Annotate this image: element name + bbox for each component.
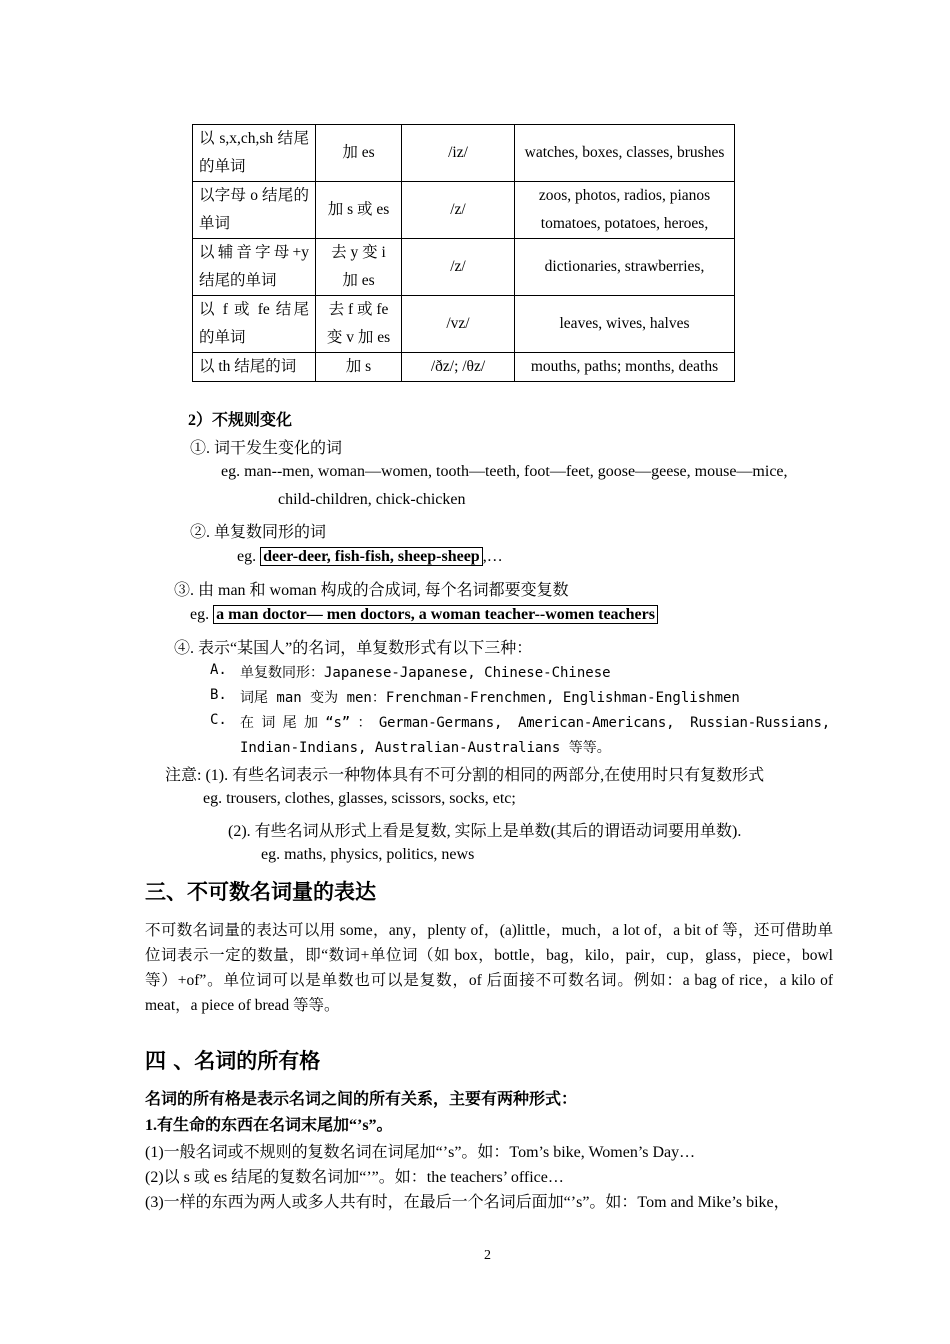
section-4-intro: 名词的所有格是表示名词之间的所有关系，主要有两种形式： — [145, 1091, 578, 1108]
table-cell-rule: 加 s — [316, 353, 402, 382]
item4-b-text: 词尾 man 变为 men：Frenchman-Frenchmen, Englishman-Englishmen — [240, 690, 740, 706]
eg-label: eg. — [237, 548, 257, 565]
table-cell-examples: mouths, paths; months, deaths — [515, 353, 735, 382]
section-4-sub-2: (2)以 s 或 es 结尾的复数名词加“’”。如：the teachers’ office… — [145, 1169, 564, 1186]
table-cell-sound: /z/ — [402, 239, 515, 296]
table-row — [193, 182, 735, 239]
item4-b-marker: B. — [210, 687, 227, 703]
note-2-example: eg. maths, physics, politics, news — [261, 846, 475, 863]
item4-c-text: 在词尾加“s”：German-Germans, American-Americans, Russian-Russians, — [240, 715, 830, 731]
table-cell-category: 以字母 o 结尾的单词 — [193, 182, 316, 239]
item4-a-marker: A. — [210, 662, 227, 678]
table-row — [193, 296, 735, 353]
irregular-item2-title: ②. 单复数同形的词 — [190, 524, 327, 541]
section-4-point-1: 1.有生命的东西在名词末尾加“’s”。 — [145, 1117, 393, 1134]
table-row — [193, 125, 735, 182]
table-cell-examples: zoos, photos, radios, pianos tomatoes, potatoes, heroes, — [515, 182, 735, 239]
irregular-heading: 2）不规则变化 — [188, 412, 293, 429]
irregular-item1-example-cont: child-children, chick-chicken — [278, 491, 466, 508]
page-number: 2 — [484, 1248, 491, 1263]
irregular-item1-example: eg. man--men, woman—women, tooth—teeth, foot—feet, goose—geese, mouse—mice, — [221, 463, 788, 480]
example-suffix: ,… — [482, 548, 503, 565]
section-4-heading: 四 、名词的所有格 — [145, 1049, 321, 1073]
irregular-item2-example — [237, 548, 503, 566]
table-cell-rule: 加 es — [316, 125, 402, 182]
plural-rules-table — [192, 124, 735, 382]
table-cell-examples: leaves, wives, halves — [515, 296, 735, 353]
table-cell-rule: 去 y 变 i 加 es — [316, 239, 402, 296]
table-cell-sound: /z/ — [402, 182, 515, 239]
item4-c-text-cont: Indian-Indians, Australian-Australians 等等。 — [240, 740, 611, 756]
table-cell-category: 以 th 结尾的词 — [193, 353, 316, 382]
section-4-sub-1: (1)一般名词或不规则的复数名词在词尾加“’s”。如：Tom’s bike, Women’s Day… — [145, 1144, 696, 1161]
table-cell-sound: /iz/ — [402, 125, 515, 182]
note-2: (2). 有些名词从形式上看是复数, 实际上是单数(其后的谓语动词要用单数). — [228, 823, 742, 840]
table-cell-examples: dictionaries, strawberries, — [515, 239, 735, 296]
item4-a-text: 单复数同形：Japanese-Japanese, Chinese-Chinese — [240, 665, 611, 681]
irregular-item3-example — [190, 606, 658, 624]
table-cell-category: 以辅音字母+y 结尾的单词 — [193, 239, 316, 296]
note-1: 注意: (1). 有些名词表示一种物体具有不可分割的相同的两部分,在使用时只有复数形式 — [165, 767, 765, 784]
table-cell-examples: watches, boxes, classes, brushes — [515, 125, 735, 182]
table-cell-sound: /vz/ — [402, 296, 515, 353]
boxed-example: deer-deer, fish-fish, sheep-sheep — [260, 547, 483, 566]
irregular-item4-title: ④. 表示“某国人”的名词，单复数形式有以下三种： — [174, 640, 533, 657]
section-4-sub-3: (3)一样的东西为两人或多人共有时，在最后一个名词后面加“’s”。如：Tom and Mike’s bike， — [145, 1194, 790, 1211]
table-cell-rule: 加 s 或 es — [316, 182, 402, 239]
table-cell-category: 以 s,x,ch,sh 结尾的单词 — [193, 125, 316, 182]
section-3-heading: 三、不可数名词量的表达 — [145, 880, 376, 904]
section-3-body: 不可数名词量的表达可以用 some，any，plenty of，(a)little，much，a lot of，a bit of 等，还可借助单位词表示一定的数量，即“数词+单位词（如 box，bottle，bag，kilo，pair，cup，glass，piece，bowl 等）+of”。单位词可以是单数也可以是复数，of 后面接不可数名词。例如：a bag of rice，a kilo of meat，a piece of bread 等等。 — [145, 922, 833, 1014]
eg-label: eg. — [190, 606, 210, 623]
table-row — [193, 353, 735, 382]
item4-c-marker: C. — [210, 712, 227, 728]
boxed-example: a man doctor— men doctors, a woman teacher--women teachers — [213, 605, 658, 624]
table-cell-sound: /ðz/; /θz/ — [402, 353, 515, 382]
table-row — [193, 239, 735, 296]
note-1-example: eg. trousers, clothes, glasses, scissors, socks, etc; — [203, 790, 516, 807]
table-cell-rule: 去 f 或 fe 变 v 加 es — [316, 296, 402, 353]
table-cell-category: 以 f 或 fe 结尾的单词 — [193, 296, 316, 353]
irregular-item3-title: ③. 由 man 和 woman 构成的合成词, 每个名词都要变复数 — [174, 582, 569, 599]
irregular-item1-title: ①. 词干发生变化的词 — [190, 440, 343, 457]
